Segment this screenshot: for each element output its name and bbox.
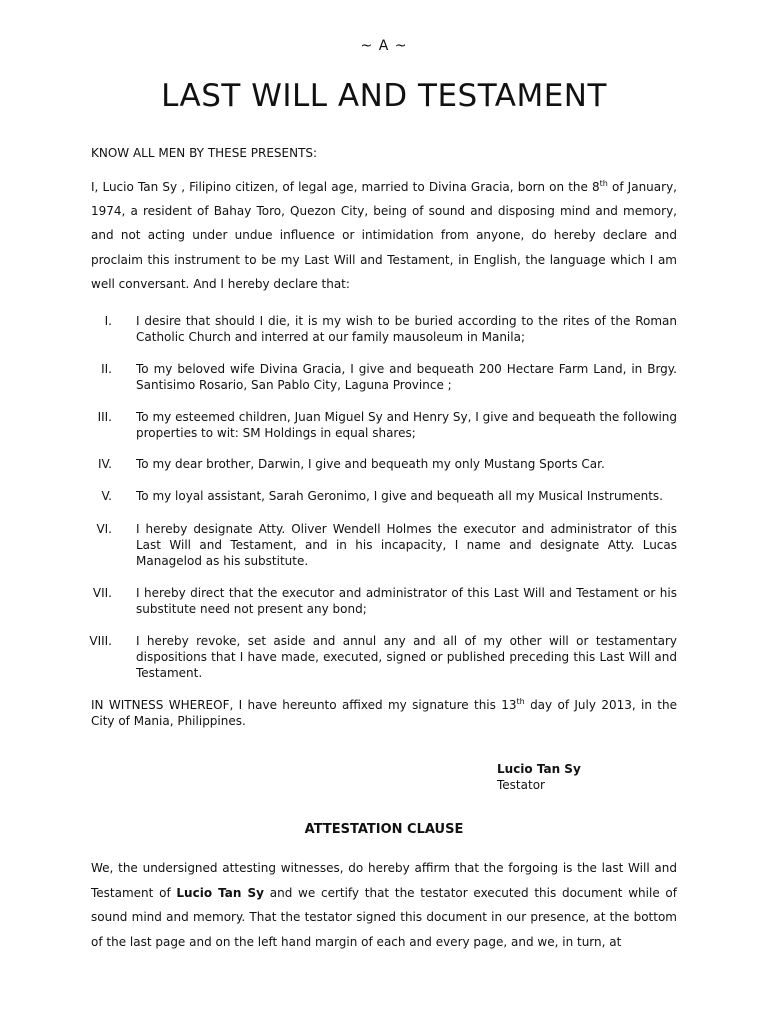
list-item-text: I hereby direct that the executor and administrator of this Last Will and Testament or his substitute need not present any bond; bbox=[136, 586, 677, 616]
list-item-number: I. bbox=[104, 314, 112, 328]
list-item-number: II. bbox=[101, 362, 112, 376]
list-item-text: I hereby revoke, set aside and annul any and all of my other will or testamentary dispositions that I have made, executed, signed or published preceding this Last Will and Testament. bbox=[136, 634, 677, 680]
attestation-paragraph bbox=[91, 856, 677, 954]
intro-superscript: th bbox=[599, 179, 608, 188]
list-item-number: VII. bbox=[92, 586, 112, 600]
attestation-testator-name: Lucio Tan Sy bbox=[176, 885, 264, 900]
list-item-text: I desire that should I die, it is my wish to be buried according to the rites of the Roman Catholic Church and interred at our family mausoleum in Manila; bbox=[136, 314, 677, 344]
attestation-text-2: and we certify that the testator executed this document while of sound mind and memory. That the testator signed this document in our presence, at the bottom of the last page and on the left hand margin of each and every page, and we, in turn, at bbox=[91, 885, 677, 949]
list-item-number: VI. bbox=[96, 522, 112, 536]
attestation-heading: ATTESTATION CLAUSE bbox=[304, 822, 464, 837]
page-marker: ~ A ~ bbox=[360, 38, 408, 54]
intro-text-1: I, Lucio Tan Sy , Filipino citizen, of legal age, married to Divina Gracia, born on the 8 bbox=[91, 180, 600, 194]
list-item-number: VIII. bbox=[89, 634, 112, 648]
intro-paragraph bbox=[91, 175, 677, 296]
know-all-heading: KNOW ALL MEN BY THESE PRESENTS: bbox=[91, 146, 318, 160]
list-item-number: III. bbox=[97, 410, 112, 424]
list-item-text: To my beloved wife Divina Gracia, I give and bequeath 200 Hectare Farm Land, in Brgy. Santisimo Rosario, San Pablo City, Laguna Province ; bbox=[136, 362, 677, 392]
witness-paragraph bbox=[91, 697, 677, 729]
list-item-text: To my dear brother, Darwin, I give and bequeath my only Mustang Sports Car. bbox=[136, 457, 605, 471]
list-item-text: I hereby designate Atty. Oliver Wendell Holmes the executor and administrator of this Last Will and Testament, and in his incapacity, I name and designate Atty. Lucas Managelod as his substitute. bbox=[136, 522, 677, 568]
list-item-text: To my esteemed children, Juan Miguel Sy and Henry Sy, I give and bequeath the following properties to wit: SM Holdings in equal shares; bbox=[136, 410, 677, 440]
list-item-number: IV. bbox=[97, 457, 112, 471]
signatory-name: Lucio Tan Sy bbox=[497, 762, 581, 776]
list-item-number: V. bbox=[101, 489, 112, 503]
witness-text-2: day of July 2013, in the City of Mania, Philippines. bbox=[91, 698, 677, 728]
witness-superscript: th bbox=[516, 697, 525, 706]
list-item-text: To my loyal assistant, Sarah Geronimo, I give and bequeath all my Musical Instruments. bbox=[136, 489, 663, 503]
intro-text-2: of January, 1974, a resident of Bahay Toro, Quezon City, being of sound and disposing mind and memory, and not acting under undue influence or intimidation from anyone, do hereby declare and proclaim this instrument to be my Last Will and Testament, in English, the language which I am well conversant. And I hereby declare that: bbox=[91, 180, 677, 291]
attestation-text-1: We, the undersigned attesting witnesses, do hereby affirm that the forgoing is the last Will and Testament of bbox=[91, 861, 677, 900]
witness-text-1: IN WITNESS WHEREOF, I have hereunto affixed my signature this 13 bbox=[91, 698, 517, 712]
signatory-role: Testator bbox=[497, 778, 545, 792]
document-title: LAST WILL AND TESTAMENT bbox=[161, 78, 607, 114]
